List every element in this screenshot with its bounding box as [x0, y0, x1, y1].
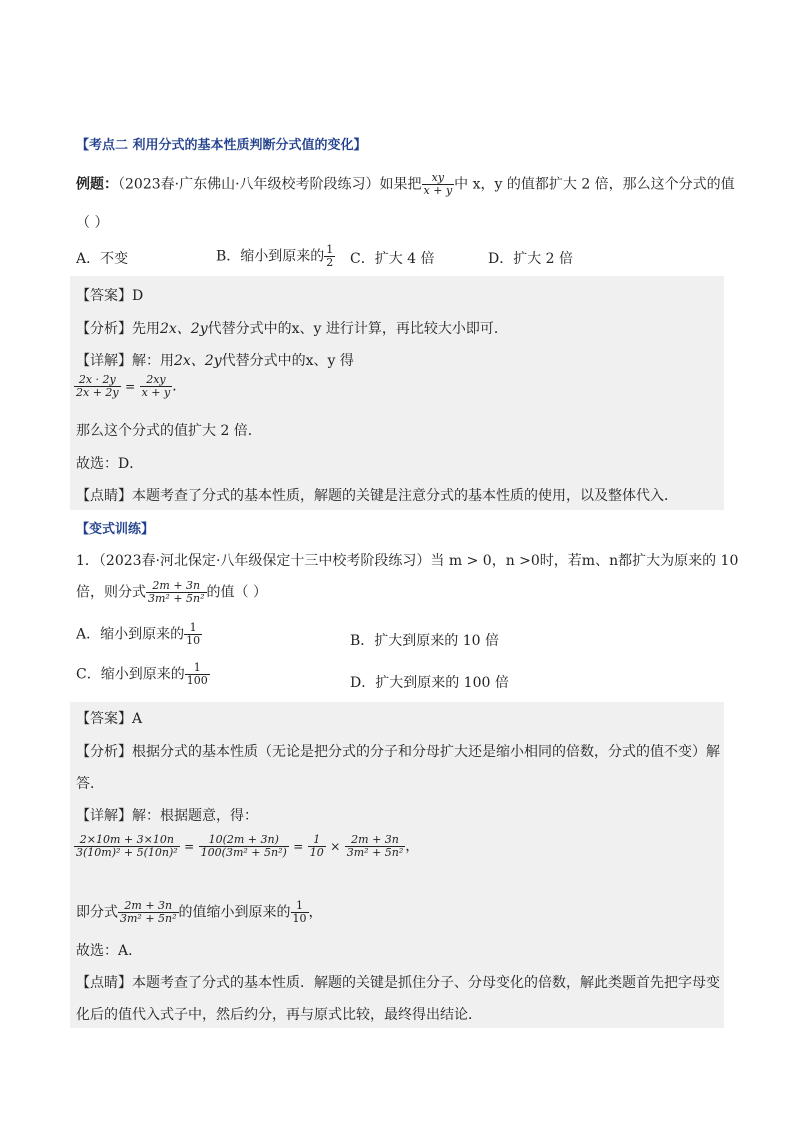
- variant-q1-line2: 倍，则分式 $\frac{2m + 3n}{\text{3m² + 5n²}}$ 的值（ ）: [76, 579, 267, 606]
- variant-analysis-line2: 答．: [76, 776, 104, 792]
- variant-detail: 【详解】解：根据题意，得：: [76, 808, 258, 824]
- example-comment: 【点睛】本题考查了分式的基本性质，解题的关键是注意分式的基本性质的使用，以及整体代入．: [76, 488, 678, 504]
- variant-option-c: C．缩小到原来的 $\frac{1}{100}$: [76, 661, 208, 688]
- variant-analysis-line1: 【分析】根据分式的基本性质（无论是把分式的分子和分母扩大还是缩小相同的倍数，分式的值不变）解: [76, 744, 720, 760]
- example-analysis: 【分析】先用2x、2y代替分式中的x、y 进行计算，再比较大小即可．: [76, 321, 508, 337]
- example-fraction: $\frac{xy}{x + y}$: [423, 171, 453, 198]
- example-source: （2023春·广东佛山·八年级校考阶段练习）如果把: [118, 176, 422, 193]
- example-detail: 【详解】解：用2x、2y代替分式中的x、y 得: [76, 353, 354, 369]
- example-choose: 故选：D．: [76, 456, 144, 472]
- example-question: [76, 172, 735, 197]
- variant-option-a: A．缩小到原来的 $\frac{1}{10}$: [76, 621, 201, 648]
- variant-equation: $\frac{2\times 10m + 3\times 10n}{\text{3(10m)² + 5(10n)²}}$ = $\frac{10(2m + 3n)}{\text{100(3m² + 5n²)}}$ = $\frac{1}{10}$ × $\frac{2m + 3n}{\text{3m² + 5n²}}$ ，: [76, 833, 420, 860]
- variant-option-b: B．扩大到原来的 10 倍: [350, 633, 500, 649]
- example-option-a: A．不变: [76, 251, 129, 267]
- example-label: 例题：: [76, 176, 118, 193]
- example-option-d: D．扩大 2 倍: [488, 251, 574, 267]
- variant-then: 即分式 $\frac{2m + 3n}{\text{3m² + 5n²}}$ 的值缩小到原来的 $\frac{1}{10}$ ，: [76, 899, 323, 926]
- option-b-fraction: $\frac{1}{2}$: [326, 243, 334, 270]
- section-title: 【考点二 利用分式的基本性质判断分式值的变化】: [76, 138, 367, 153]
- example-option-b: B．缩小到原来的 $\frac{1}{2}$: [216, 243, 334, 270]
- example-conclusion: 那么这个分式的值扩大 2 倍．: [76, 423, 262, 439]
- variant-comment-line1: 【点睛】本题考查了分式的基本性质．解题的关键是抓住分子、分母变化的倍数，解此类题首先把字母变: [76, 975, 720, 991]
- example-equation: $\frac{2x \cdot 2y}{2x + 2y}$ = $\frac{2xy}{x + y}$ ．: [76, 373, 187, 400]
- example-option-c: C．扩大 4 倍: [350, 251, 435, 267]
- variant-q1-line1: 1．（2023春·河北保定·八年级保定十三中校考阶段练习）当 m > 0，n >0时，若m、n都扩大为原来的 10: [76, 553, 739, 569]
- variant-label: 【变式训练】: [76, 522, 155, 537]
- variant-comment-line2: 化后的值代入式子中，然后约分，再与原式比较，最终得出结论．: [76, 1007, 482, 1023]
- example-after-fraction: 中 x，y 的值都扩大 2 倍，那么这个分式的值: [454, 176, 735, 193]
- example-answer: 【答案】D: [76, 288, 144, 304]
- example-paren: （ ）: [76, 215, 109, 231]
- variant-answer: 【答案】A: [76, 711, 143, 727]
- variant-choose: 故选：A．: [76, 943, 143, 959]
- variant-option-d: D．扩大到原来的 100 倍: [350, 675, 509, 691]
